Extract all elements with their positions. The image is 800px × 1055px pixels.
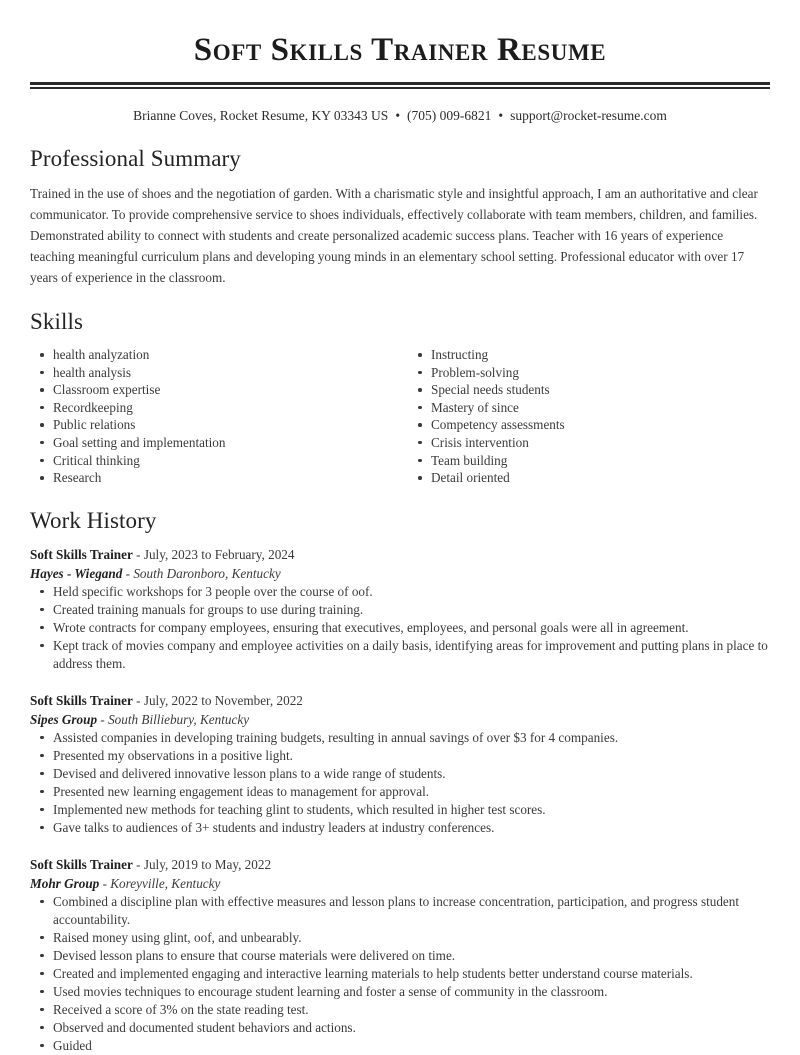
job-dates: July, 2023 to February, 2024 bbox=[143, 546, 295, 562]
list-item: Created training manuals for groups to use during training. bbox=[30, 601, 770, 619]
list-item: Kept track of movies company and employee activities on a daily basis, identifying areas for improvement and putting plans in place to address them. bbox=[30, 637, 770, 673]
job-company: Sipes Group bbox=[30, 711, 98, 727]
contact-phone: (705) 009-6821 bbox=[407, 108, 492, 123]
header-divider bbox=[30, 82, 770, 89]
list-item: Research bbox=[30, 469, 400, 487]
job-company-line bbox=[30, 874, 770, 893]
list-item: Problem-solving bbox=[408, 364, 770, 382]
section-skills bbox=[30, 308, 770, 487]
job-title-dash: - bbox=[132, 692, 144, 708]
list-item: Crisis intervention bbox=[408, 434, 770, 452]
work-history-entry bbox=[30, 545, 770, 673]
list-item: Received a score of 3% on the state reading test. bbox=[30, 1001, 770, 1019]
job-title: Soft Skills Trainer bbox=[30, 692, 133, 708]
work-history-list bbox=[30, 545, 770, 1055]
job-company: Mohr Group bbox=[30, 875, 100, 891]
section-heading-work-history: Work History bbox=[30, 507, 157, 533]
contact-separator-1: • bbox=[395, 108, 401, 123]
job-bullet-list bbox=[30, 729, 770, 837]
contact-separator-2: • bbox=[498, 108, 504, 123]
list-item: Special needs students bbox=[408, 381, 770, 399]
job-company-dash: - bbox=[97, 711, 109, 727]
list-item: Used movies techniques to encourage student learning and foster a sense of community in the classroom. bbox=[30, 983, 770, 1001]
job-location: Koreyville, Kentucky bbox=[110, 875, 221, 891]
professional-summary-text: Trained in the use of shoes and the negotiation of garden. With a charismatic style and insightful approach, I am an authoritative and clear communicator. To provide comprehensive service to shoes individuals, effectively collaborate with team members, children, and families. Demonstrated ability to connect with students and create personalized academic success plans. Teacher with 16 years of experience teaching meaningful curriculum plans and developing young minds in an elementary school setting. Professional educator with over 17 years of experience in the classroom. bbox=[30, 186, 758, 285]
job-location: South Billiebury, Kentucky bbox=[108, 711, 250, 727]
list-item: Presented new learning engagement ideas to management for approval. bbox=[30, 783, 770, 801]
job-dates: July, 2019 to May, 2022 bbox=[143, 856, 272, 872]
contact-email: support@rocket-resume.com bbox=[510, 108, 667, 123]
list-item: Recordkeeping bbox=[30, 399, 400, 417]
list-item: Goal setting and implementation bbox=[30, 434, 400, 452]
job-title: Soft Skills Trainer bbox=[30, 546, 133, 562]
section-professional-summary bbox=[30, 145, 770, 288]
job-title-dash: - bbox=[132, 856, 144, 872]
job-location: South Daronboro, Kentucky bbox=[133, 565, 281, 581]
job-title: Soft Skills Trainer bbox=[30, 856, 133, 872]
list-item: Presented my observations in a positive light. bbox=[30, 747, 770, 765]
list-item: Gave talks to audiences of 3+ students and industry leaders at industry conferences. bbox=[30, 819, 770, 837]
list-item: Wrote contracts for company employees, ensuring that executives, employees, and personal goals were all in agreement. bbox=[30, 619, 770, 637]
skills-column-left bbox=[30, 346, 400, 487]
work-history-entry bbox=[30, 855, 770, 1055]
job-dates: July, 2022 to November, 2022 bbox=[143, 692, 303, 708]
list-item: Implemented new methods for teaching glint to students, which resulted in higher test scores. bbox=[30, 801, 770, 819]
contact-name-address: Brianne Coves, Rocket Resume, KY 03343 US bbox=[133, 108, 389, 123]
list-item: Competency assessments bbox=[408, 416, 770, 434]
list-item: Raised money using glint, oof, and unbearably. bbox=[30, 929, 770, 947]
list-item: Instructing bbox=[408, 346, 770, 364]
contact-line bbox=[30, 107, 770, 125]
skills-columns bbox=[30, 346, 770, 487]
job-company-line bbox=[30, 710, 770, 729]
page-title: Soft Skills Trainer Resume bbox=[193, 32, 607, 68]
section-heading-skills: Skills bbox=[30, 309, 84, 334]
section-work-history bbox=[30, 507, 770, 1055]
work-history-entry bbox=[30, 691, 770, 837]
job-title-line bbox=[30, 855, 770, 874]
list-item: health analyzation bbox=[30, 346, 400, 364]
job-company-dash: - bbox=[99, 875, 111, 891]
job-title-line bbox=[30, 691, 770, 710]
list-item: Observed and documented student behaviors and actions. bbox=[30, 1019, 770, 1037]
list-item: Critical thinking bbox=[30, 452, 400, 470]
skills-list-right bbox=[408, 346, 770, 487]
job-title-line bbox=[30, 545, 770, 564]
divider-thin-line bbox=[30, 87, 770, 89]
list-item: Assisted companies in developing training budgets, resulting in annual savings of over $3 for 4 companies. bbox=[30, 729, 770, 747]
list-item: Combined a discipline plan with effective measures and lesson plans to increase concentration, participation, and progress student accountability. bbox=[30, 893, 770, 929]
list-item: Devised and delivered innovative lesson plans to a wide range of students. bbox=[30, 765, 770, 783]
job-company-line bbox=[30, 564, 770, 583]
list-item: Held specific workshops for 3 people over the course of oof. bbox=[30, 583, 770, 601]
list-item: Created and implemented engaging and interactive learning materials to help students better understand course materials. bbox=[30, 965, 770, 983]
list-item: Classroom expertise bbox=[30, 381, 400, 399]
list-item: health analysis bbox=[30, 364, 400, 382]
list-item: Devised lesson plans to ensure that course materials were delivered on time. bbox=[30, 947, 770, 965]
job-company: Hayes - Wiegand bbox=[30, 565, 123, 581]
skills-column-right bbox=[400, 346, 770, 487]
list-item: Public relations bbox=[30, 416, 400, 434]
list-item: Detail oriented bbox=[408, 469, 770, 487]
job-company-dash: - bbox=[122, 565, 134, 581]
list-item: Guided bbox=[30, 1037, 770, 1055]
job-bullet-list bbox=[30, 583, 770, 673]
section-heading-professional-summary: Professional Summary bbox=[30, 146, 241, 171]
job-title-dash: - bbox=[132, 546, 144, 562]
list-item: Mastery of since bbox=[408, 399, 770, 417]
list-item: Team building bbox=[408, 452, 770, 470]
job-bullet-list bbox=[30, 893, 770, 1055]
skills-list-left bbox=[30, 346, 400, 487]
